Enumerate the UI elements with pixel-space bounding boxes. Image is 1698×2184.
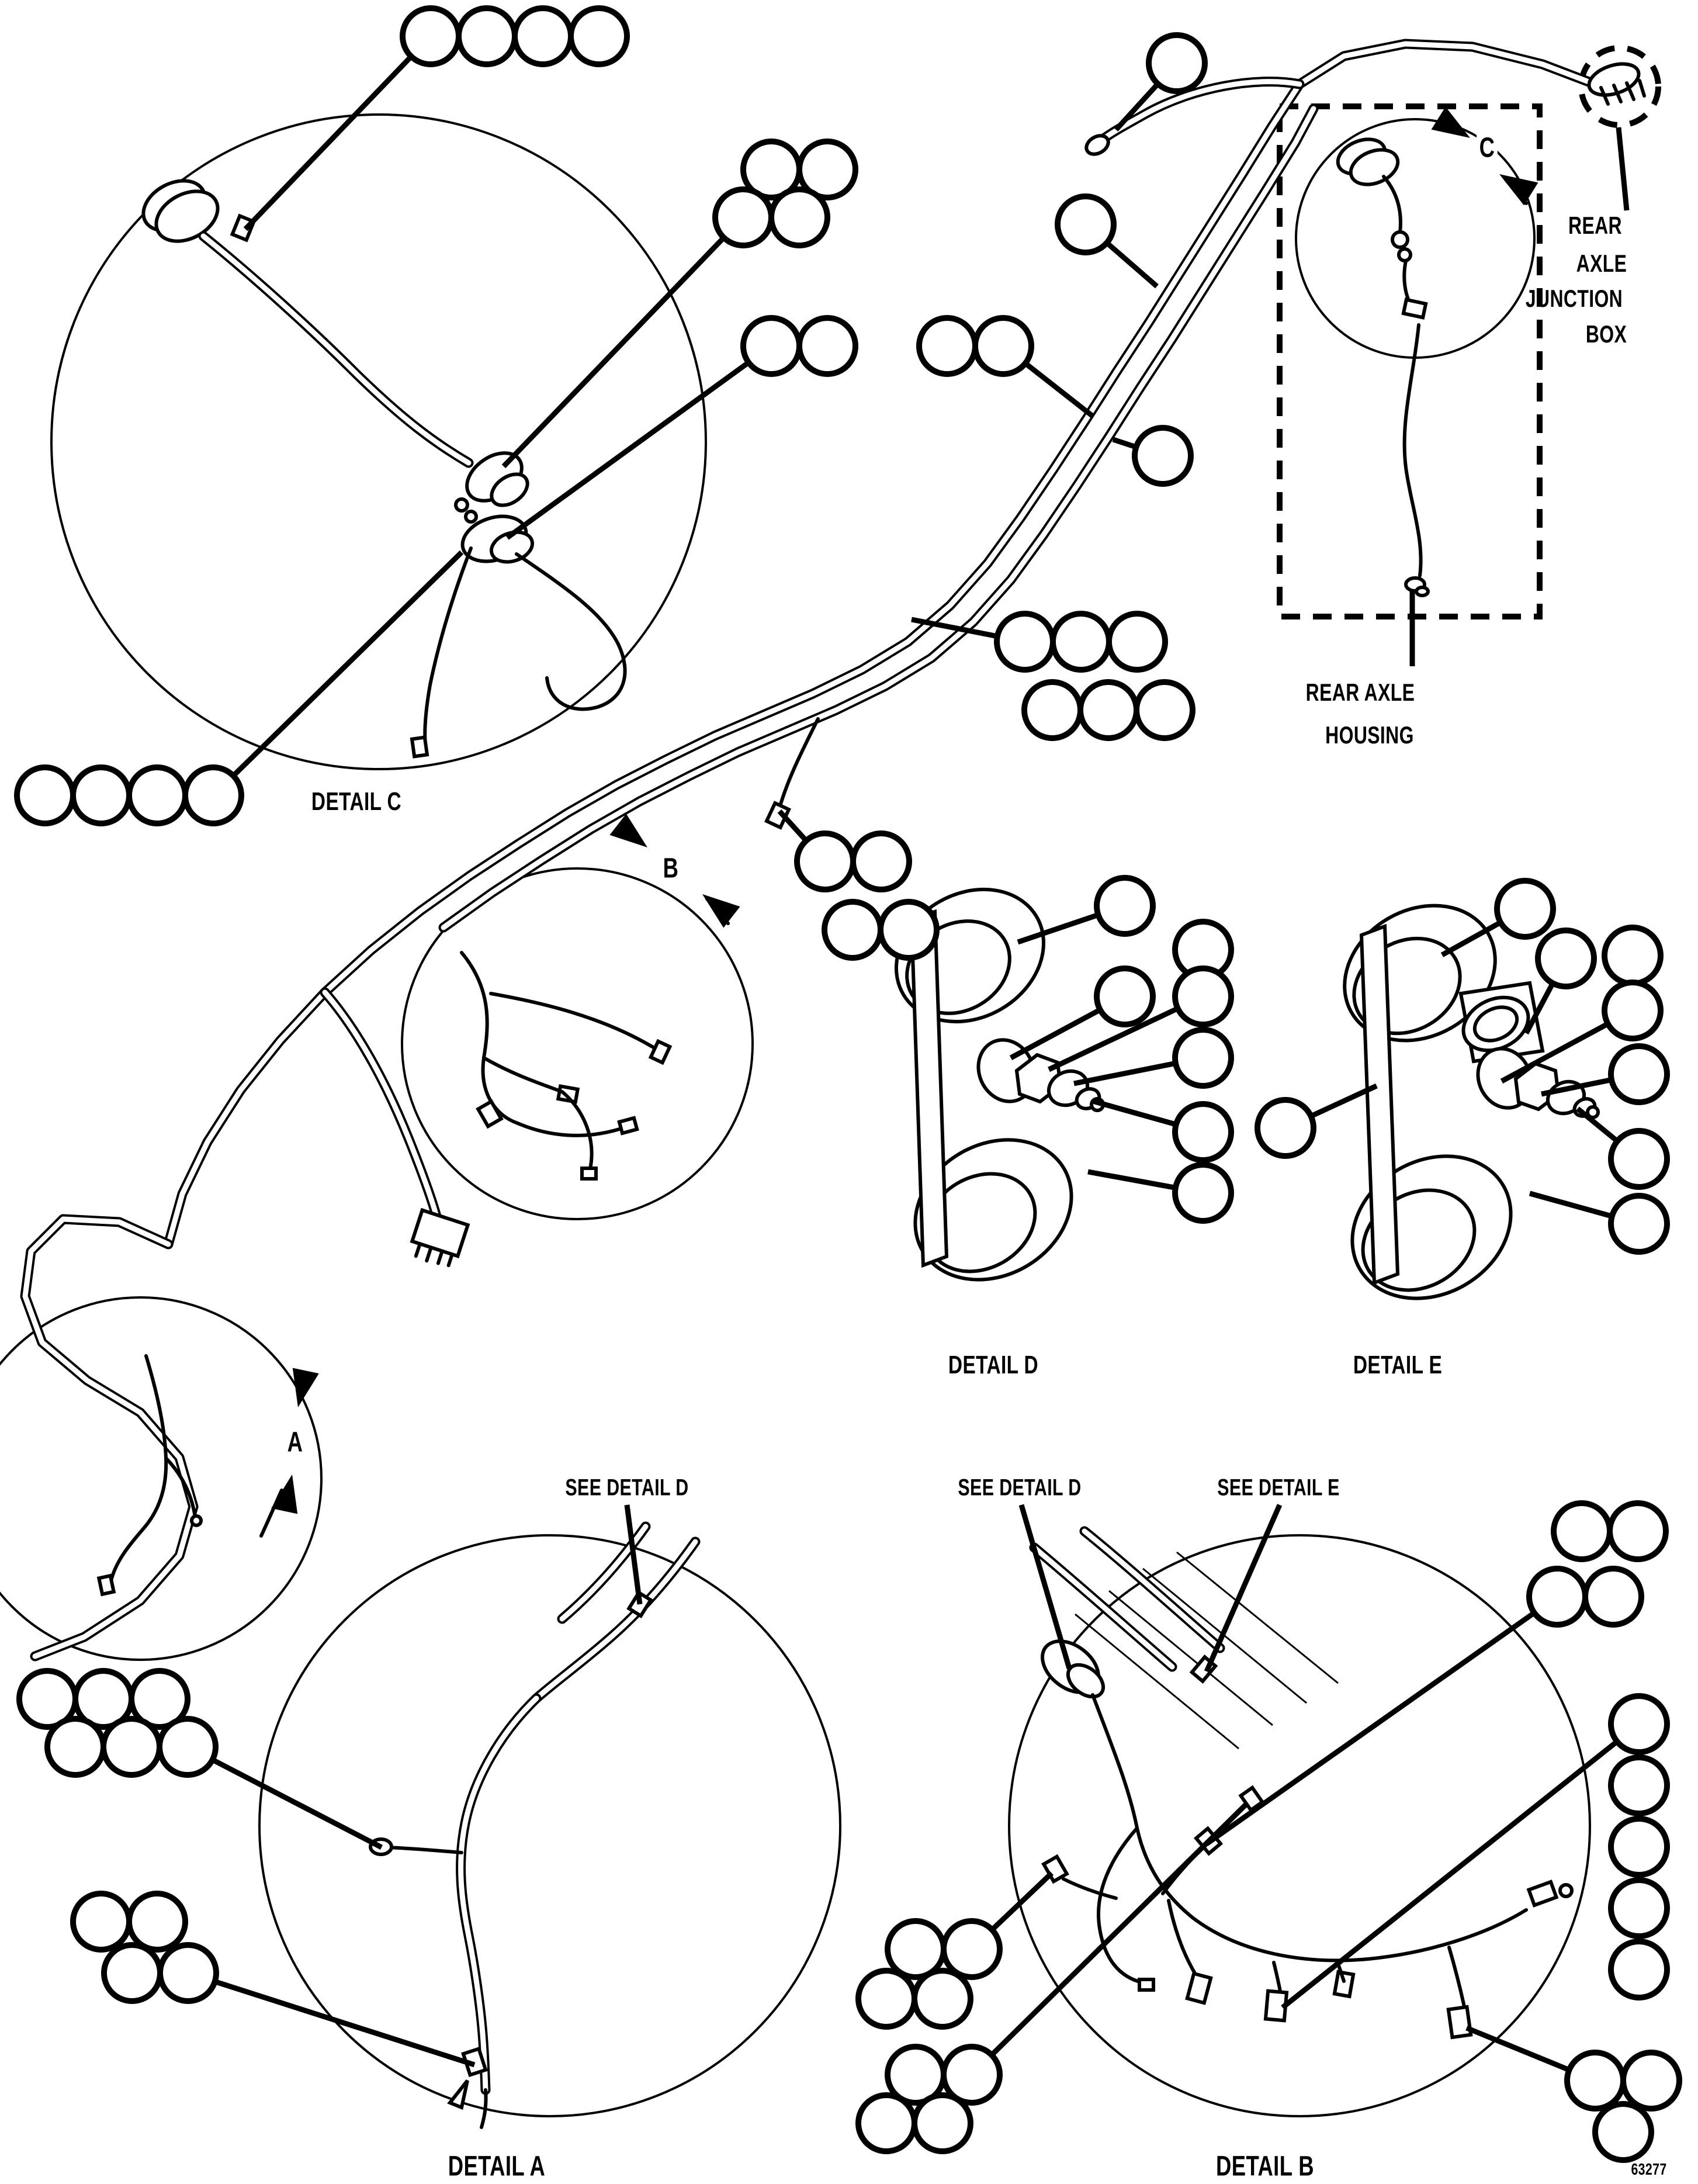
label-housing-line1: REAR AXLE [1305, 679, 1415, 706]
callout-balloon [797, 833, 853, 889]
callout-balloon [17, 767, 73, 823]
detail-b-circle [1009, 1535, 1590, 2116]
callout-balloon [160, 1945, 216, 2001]
callout-balloon [1611, 1196, 1667, 1252]
callout-balloon [1611, 1757, 1667, 1813]
callout-balloon [1610, 1503, 1666, 1559]
callout-balloon [459, 8, 515, 64]
callout-balloon [73, 1894, 129, 1950]
leader-line [188, 1747, 382, 1847]
leader-line [188, 1973, 474, 2065]
callout-balloon [1109, 614, 1165, 670]
callout-balloon [1585, 1569, 1641, 1625]
callout-balloon [1623, 2053, 1679, 2109]
callout-balloon [1175, 1030, 1231, 1086]
callout-balloon [160, 1719, 216, 1775]
callout-balloon [1605, 982, 1661, 1039]
detail-b-source-contents [462, 953, 670, 1179]
callout-balloon [1058, 196, 1114, 252]
label-leader-line [1207, 1505, 1280, 1671]
label-see-detail-d-right: SEE DETAIL D [958, 1475, 1082, 1501]
label-junction-box-line2: AXLE [1576, 250, 1627, 277]
callout-balloon [1497, 881, 1553, 937]
label-see-detail-d-left: SEE DETAIL D [565, 1475, 689, 1501]
callout-balloon [975, 318, 1031, 374]
callout-balloon [1136, 682, 1193, 738]
callout-balloon [1554, 1503, 1610, 1559]
rear-axle-inset-contents [1333, 133, 1428, 596]
callout-balloon [403, 8, 459, 64]
callout-balloon [185, 767, 241, 823]
callout-balloon [1538, 930, 1594, 987]
label-detail-c: DETAIL C [311, 787, 402, 816]
callout-balloon [104, 1945, 160, 2001]
callout-balloon [1611, 1880, 1667, 1936]
callout-balloon [103, 1719, 160, 1775]
detail-a-circle [259, 1535, 840, 2116]
detail-c-contents [135, 171, 625, 756]
leader-line [972, 1803, 1247, 2075]
callout-balloon [997, 614, 1053, 670]
callout-balloon [1611, 1941, 1667, 1998]
label-housing-line2: HOUSING [1325, 721, 1414, 749]
rear-axle-dashed-box [1280, 106, 1540, 617]
callout-balloon [1053, 614, 1109, 670]
view-letter-c: C [1477, 132, 1498, 164]
callout-balloon [1611, 1046, 1667, 1102]
callout-balloon [1605, 927, 1661, 984]
callout-balloon [771, 189, 827, 245]
callout-balloon [1097, 968, 1153, 1024]
callout-balloon [1080, 682, 1136, 738]
sheet-number: 63277 [1631, 2160, 1667, 2178]
callout-balloon [1529, 1569, 1585, 1625]
leader-line [507, 346, 771, 538]
callout-balloon [858, 2095, 914, 2151]
label-detail-a: DETAIL A [448, 2151, 546, 2182]
label-see-detail-e: SEE DETAIL E [1217, 1475, 1340, 1501]
callout-balloon [129, 1894, 185, 1950]
callout-balloon [571, 8, 627, 64]
callout-balloon [1024, 682, 1080, 738]
callout-balloon [1097, 878, 1153, 934]
callout-balloon [1135, 428, 1191, 484]
leader-line [1207, 1597, 1557, 1844]
view-letter-a: A [285, 1427, 306, 1459]
callout-balloon [47, 1719, 103, 1775]
label-leader-line [1021, 1505, 1069, 1669]
callout-balloon [944, 1921, 1000, 1977]
label-detail-b: DETAIL B [1216, 2151, 1314, 2182]
leader-line [1283, 1724, 1639, 2008]
rear-axle-inset-circle [1296, 119, 1534, 358]
label-detail-e: DETAIL E [1353, 1351, 1443, 1379]
label-leader-line [1619, 127, 1627, 210]
callout-balloon [1175, 1165, 1231, 1221]
callout-balloon [881, 902, 937, 958]
callout-balloon [1175, 968, 1231, 1024]
callout-layer [17, 8, 1679, 2160]
leader-line [504, 217, 743, 466]
callout-balloon [1567, 2053, 1623, 2109]
detail-a-contents [370, 1527, 695, 2127]
label-junction-box-line3: JUNCTION [1525, 285, 1623, 312]
eight-pin-connector [408, 1210, 468, 1269]
branch-tube-connector [325, 992, 437, 1219]
callout-balloon [1611, 1819, 1667, 1875]
callout-balloon [919, 318, 975, 374]
junction-box-connector [1585, 58, 1644, 104]
callout-balloon [1175, 1104, 1231, 1160]
callout-balloon [715, 189, 771, 245]
callout-balloon [1611, 1131, 1667, 1187]
callout-balloon [853, 833, 909, 889]
callout-balloon [799, 318, 855, 374]
callout-balloon [1595, 2104, 1651, 2160]
callout-balloon [1611, 1696, 1667, 1752]
view-letter-b: B [660, 853, 681, 885]
callout-balloon [1257, 1100, 1314, 1156]
callout-balloon [824, 902, 881, 958]
label-detail-d: DETAIL D [948, 1351, 1039, 1379]
callout-balloon [1149, 35, 1205, 91]
callout-balloon [914, 2095, 971, 2151]
callout-balloon [914, 1971, 971, 2027]
callout-balloon [129, 767, 185, 823]
callout-balloon [858, 1971, 914, 2027]
label-junction-box-line1: REAR [1568, 212, 1622, 239]
callout-balloon [743, 318, 799, 374]
callout-balloon [515, 8, 571, 64]
leader-line [213, 552, 462, 795]
callout-balloon [73, 767, 129, 823]
label-junction-box-line4: BOX [1585, 320, 1627, 348]
